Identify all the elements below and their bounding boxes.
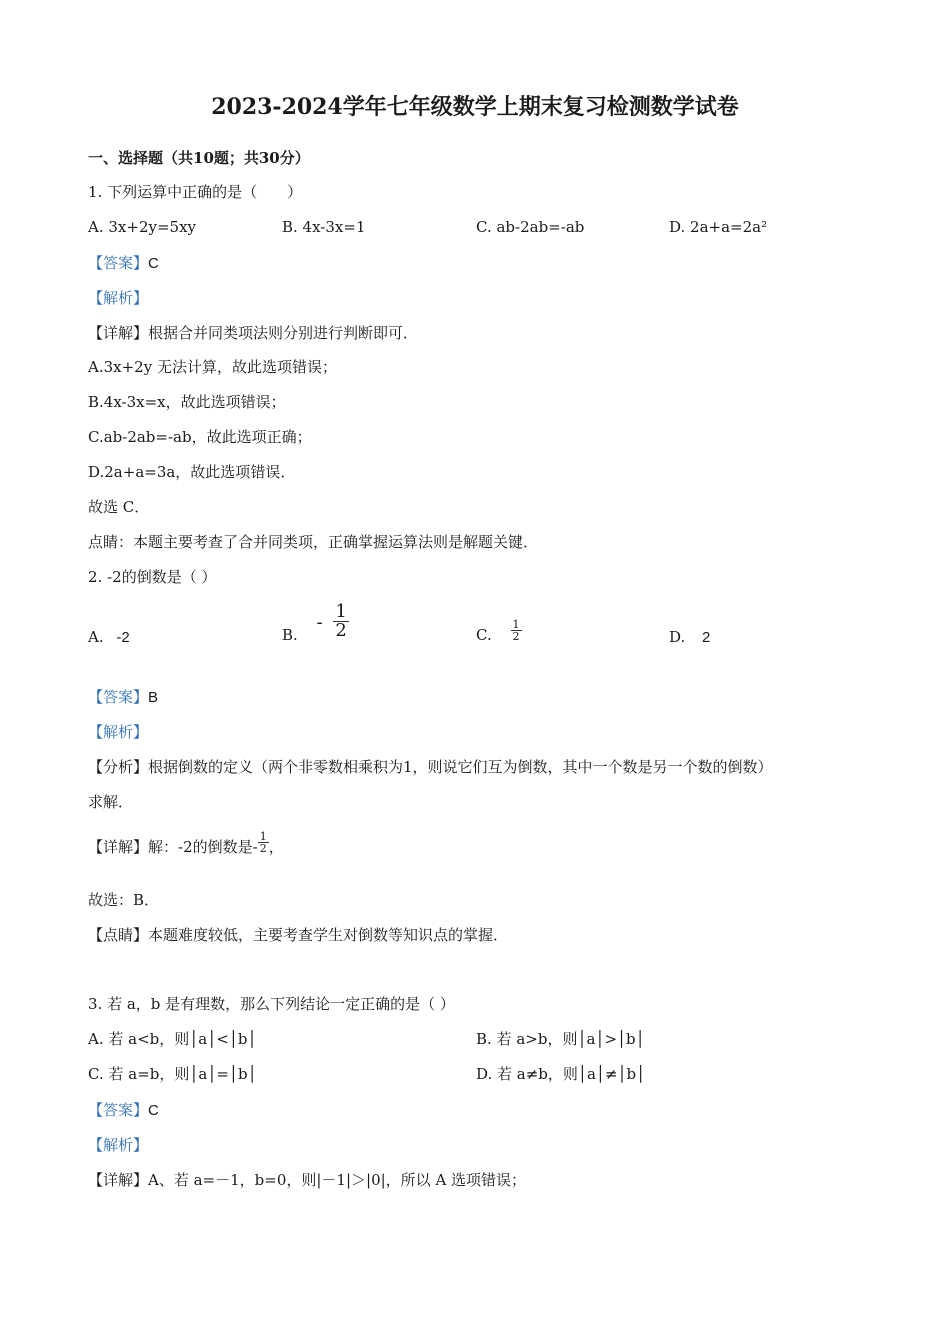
- denominator: 2: [335, 620, 347, 641]
- q2-note: 【点睛】本题难度较低，主要考查学生对倒数等知识点的掌握．: [88, 926, 509, 944]
- q1-note: 点睛：本题主要考查了合并同类项，正确掌握运算法则是解题关键．: [88, 533, 539, 551]
- q1-detail-line: C.ab-2ab=-ab，故此选项正确；: [88, 428, 312, 446]
- answer-tag: 【答案】: [88, 1101, 149, 1119]
- denominator: 2: [512, 630, 520, 643]
- q1-option-d: D. 2a+a=2a²: [669, 218, 768, 236]
- fraction: [511, 619, 522, 642]
- q3-stem: 3. 若 a，b 是有理数，那么下列结论一定正确的是（ ）: [88, 995, 455, 1013]
- answer-tag: 【答案】: [88, 688, 149, 706]
- option-value: -2: [116, 629, 130, 646]
- answer-value: B: [148, 689, 159, 706]
- q3-analysis-tag: 【解析】: [88, 1136, 149, 1154]
- q2-stem: 2. -2的倒数是（ ）: [88, 568, 217, 586]
- option-label: C.: [476, 626, 492, 644]
- q2-choose: 故选：B．: [88, 891, 160, 909]
- q1-detail-line: 故选 C．: [88, 498, 150, 516]
- answer-value: C: [148, 255, 159, 272]
- option-value: 2: [702, 629, 711, 646]
- q3-option-b: B. 若 a>b，则│a│>│b│: [476, 1030, 645, 1048]
- q3-option-d: D. 若 a≠b，则│a│≠│b│: [476, 1065, 646, 1083]
- q1-answer: [88, 252, 159, 275]
- q1-detail-line: 【详解】根据合并同类项法则分别进行判断即可．: [88, 324, 419, 342]
- numerator: 1: [335, 601, 347, 622]
- q1-option-a: A. 3x+2y=5xy: [88, 218, 197, 236]
- numerator: 1: [512, 618, 520, 631]
- q2-option-d: [669, 626, 710, 649]
- q3-option-a: A. 若 a<b，则│a│<│b│: [88, 1030, 257, 1048]
- q2-option-c: [476, 618, 522, 643]
- q2-analysis-tag: 【解析】: [88, 723, 149, 741]
- q2-option-a: [88, 626, 130, 649]
- fraction: [258, 831, 269, 854]
- q1-analysis-tag: 【解析】: [88, 289, 149, 307]
- detail-suffix: ，: [268, 838, 284, 856]
- q1-detail-line: A.3x+2y 无法计算，故此选项错误；: [88, 358, 337, 376]
- q1-detail-line: B.4x-3x=x，故此选项错误；: [88, 393, 286, 411]
- option-label: A.: [88, 628, 104, 646]
- q3-option-c: C. 若 a=b，则│a│=│b│: [88, 1065, 257, 1083]
- option-label: D.: [669, 628, 686, 646]
- q1-option-b: B. 4x-3x=1: [282, 218, 366, 236]
- section-heading: 一、选择题（共10题；共30分）: [88, 149, 310, 167]
- option-label: B.: [282, 626, 298, 644]
- q1-detail-line: D.2a+a=3a，故此选项错误．: [88, 463, 296, 481]
- answer-value: C: [148, 1102, 159, 1119]
- q1-stem: 1. 下列运算中正确的是（ ）: [88, 183, 303, 201]
- answer-tag: 【答案】: [88, 254, 149, 272]
- q2-detail: [88, 830, 284, 855]
- q2-option-b: [282, 600, 349, 643]
- fraction: [333, 603, 348, 640]
- q3-answer: [88, 1099, 159, 1122]
- detail-text: 【详解】解：-2的倒数是-: [88, 838, 258, 856]
- denominator: 2: [259, 842, 267, 855]
- q1-option-c: C. ab-2ab=-ab: [476, 218, 585, 236]
- q2-analysis-line: 【分析】根据倒数的定义（两个非零数相乘积为1，则说它们互为倒数，其中一个数是另一个数的倒数）: [88, 758, 773, 776]
- q2-analysis-line: 求解．: [88, 793, 134, 811]
- q2-answer: [88, 686, 158, 709]
- option-sign: -: [316, 611, 323, 632]
- numerator: 1: [259, 830, 267, 843]
- page-title: 2023-2024学年七年级数学上期末复习检测数学试卷: [211, 94, 739, 120]
- q3-detail: 【详解】A、若 a=－1，b=0，则|－1|＞|0|，所以 A 选项错误；: [88, 1171, 527, 1189]
